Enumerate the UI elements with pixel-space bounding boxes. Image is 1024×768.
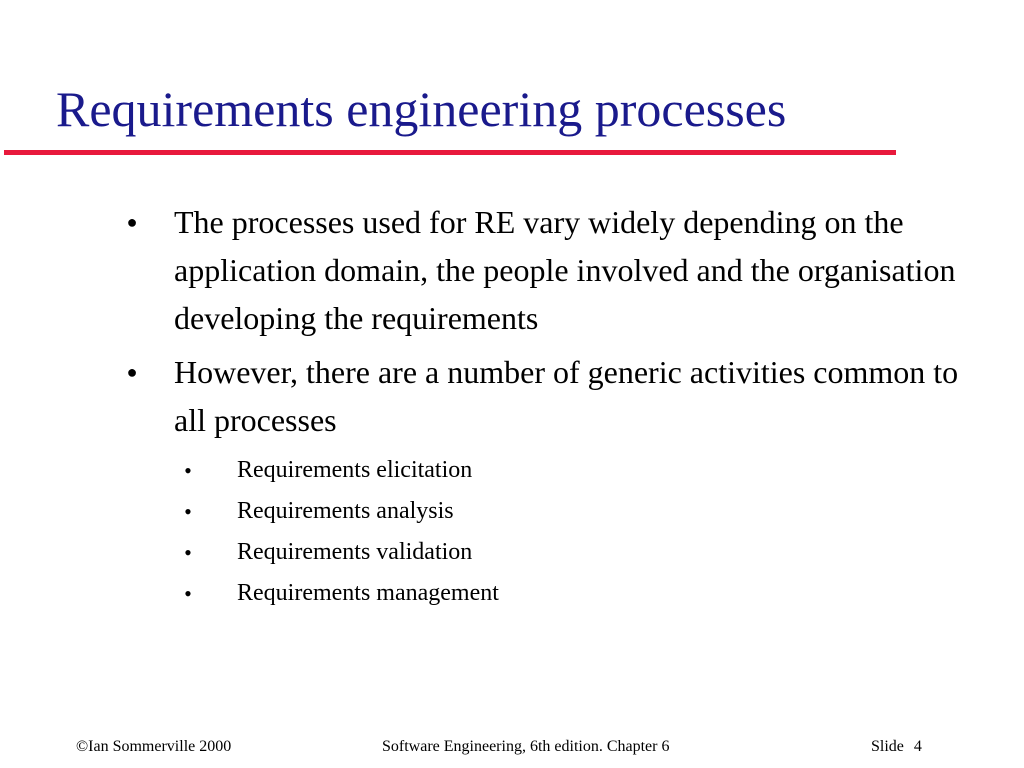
bullet-item-2 — [112, 348, 992, 444]
slide-label: Slide — [871, 738, 904, 755]
sub-bullet-item-3 — [112, 532, 992, 573]
bullet-item-1 — [112, 198, 992, 342]
sub-bullet-text: Requirements elicitation — [237, 457, 473, 483]
sub-bullet-item-4 — [112, 573, 992, 614]
slide-number: 4 — [913, 738, 922, 755]
footer-book-title: Software Engineering, 6th edition. Chapter 6 — [382, 738, 670, 755]
sub-bullet-item-2 — [112, 491, 992, 532]
slide-title: Requirements engineering processes — [56, 81, 787, 137]
footer-copyright: ©Ian Sommerville 2000 — [76, 738, 232, 755]
slide-content — [112, 198, 992, 614]
sub-bullet-icon: • — [184, 499, 192, 524]
sub-bullet-icon: • — [184, 540, 192, 565]
bullet-text: The processes used for RE vary widely depending on the application domain, the people involved and the organisation developing the requirements — [174, 204, 956, 336]
sub-bullet-text: Requirements validation — [237, 539, 473, 565]
sub-bullet-text: Requirements analysis — [237, 498, 454, 524]
sub-bullet-item-1 — [112, 450, 992, 491]
footer-slide-number — [871, 737, 922, 757]
bullet-text: However, there are a number of generic activities common to all processes — [174, 354, 959, 438]
sub-bullet-icon: • — [184, 581, 192, 606]
title-underline — [4, 150, 896, 155]
sub-bullet-icon: • — [184, 458, 192, 483]
bullet-dot-icon: ● — [126, 362, 138, 382]
sub-bullet-text: Requirements management — [237, 580, 499, 606]
bullet-dot-icon: ● — [126, 212, 138, 232]
